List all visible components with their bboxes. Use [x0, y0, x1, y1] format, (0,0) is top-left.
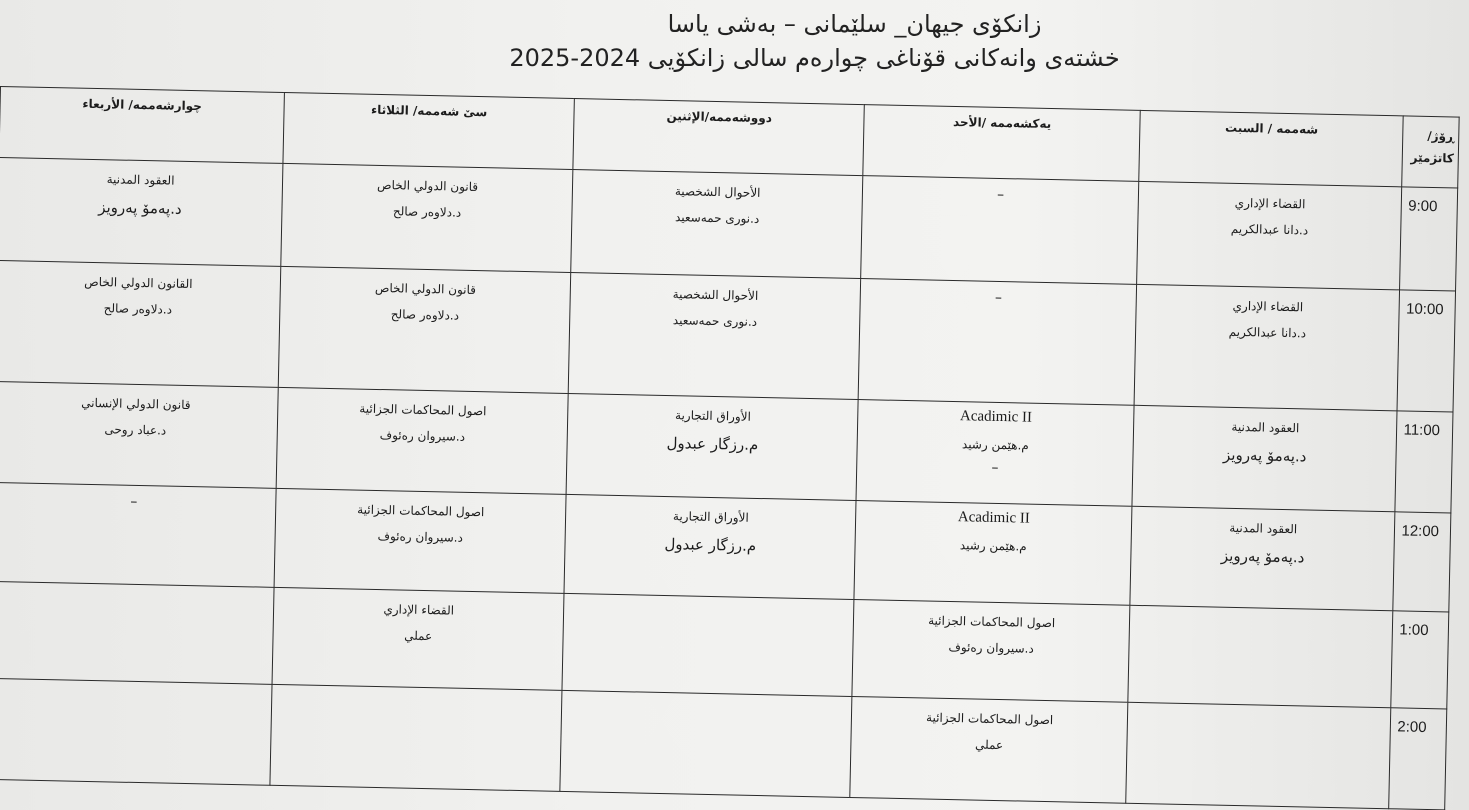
course-name: العقود المدنية [1231, 419, 1300, 436]
course-name: الأوراق التجارية [672, 509, 749, 525]
course-name: قانون الدولي الخاص [374, 280, 477, 298]
teacher-name: د.سیروان رەئوف [377, 529, 464, 545]
course-name: قانون الدولي الإنساني [81, 395, 191, 413]
course-name: القضاء الإداري [383, 602, 455, 618]
day-header-wednesday: چوارشەممە/ الأربعاء [0, 87, 284, 164]
time-column-header: ڕۆژ/ كاتژمێر [1402, 116, 1459, 188]
schedule-cell [1130, 506, 1395, 610]
teacher-name: د.دلاوەر صالح [103, 301, 173, 317]
schedule-cell [0, 581, 274, 684]
schedule-title: خشتەی وانەكانی قۆناغی چوارەم سالی زانكۆیی 2024-2025 [509, 44, 1120, 72]
schedule-cell [1137, 181, 1402, 289]
course-name: اصول المحاكمات الجزائية [928, 613, 1056, 631]
time-cell: 1:00 [1391, 611, 1449, 709]
university-department-title: زانكۆی جیهان_ سلێمانی – بەشی یاسا [667, 10, 1042, 38]
teacher-name: د.نوری حمەسعید [674, 210, 760, 226]
time-cell: 11:00 [1395, 411, 1453, 513]
empty-dash: – [994, 289, 1003, 307]
schedule-cell [858, 279, 1136, 406]
schedule-cell [854, 501, 1132, 606]
schedule-cell [856, 400, 1134, 507]
schedule-cell [1128, 605, 1393, 707]
teacher-name: د.دلاوەر صالح [392, 204, 462, 220]
time-cell: 12:00 [1393, 512, 1451, 612]
teacher-name: م.رزگار عبدول [666, 434, 759, 454]
time-cell: 2:00 [1389, 708, 1447, 810]
schedule-cell [274, 488, 566, 593]
course-name: اصول المحاكمات الجزائية [925, 710, 1054, 728]
schedule-cell [0, 678, 272, 785]
teacher-name: د.پەمۆ پەرویز [98, 198, 182, 218]
teacher-name: م.هێمن رشيد [961, 437, 1029, 453]
day-header-tuesday: سێ شەممە/ الثلاثاء [283, 92, 575, 169]
schedule-cell [270, 684, 562, 791]
teacher-name: عملي [404, 628, 433, 644]
course-name: الأحوال الشخصية [672, 287, 759, 303]
course-name: قانون الدولي الخاص [376, 177, 479, 195]
course-name: العقود المدنية [1229, 520, 1298, 537]
course-name: الأوراق التجارية [674, 408, 752, 424]
course-name: القانون الدولي الخاص [84, 274, 193, 292]
course-name: القضاء الإداري [1234, 195, 1306, 212]
schedule-cell [278, 266, 571, 393]
schedule-cell [564, 494, 856, 599]
schedule-cell [276, 387, 568, 494]
day-header-monday: دووشەممە/الإثنين [573, 99, 865, 176]
course-name: العقود المدنية [106, 172, 175, 188]
schedule-cell [0, 260, 281, 387]
teacher-name: د.دانا عبدالكريم [1230, 221, 1309, 238]
schedule-cell [0, 482, 276, 587]
course-name: Acadimic II [957, 509, 1031, 527]
empty-dash: – [130, 493, 138, 510]
schedule-cell [852, 600, 1130, 703]
timetable [0, 86, 1460, 810]
schedule-cell [1134, 284, 1400, 410]
course-name: اصول المحاكمات الجزائية [357, 502, 485, 520]
timetable-wrapper [0, 86, 1462, 756]
schedule-cell [861, 176, 1139, 285]
schedule-cell [566, 393, 858, 500]
schedule-cell [0, 381, 278, 488]
schedule-cell [0, 157, 283, 266]
schedule-cell [562, 593, 854, 696]
day-header-sunday: یەكشەممە /الأحد [863, 105, 1140, 182]
schedule-cell [560, 690, 852, 797]
empty-dash: – [996, 186, 1005, 204]
schedule-cell [1132, 405, 1397, 511]
teacher-name: م.هێمن رشيد [959, 538, 1027, 554]
teacher-name: م.رزگار عبدول [664, 535, 757, 555]
schedule-cell [281, 163, 573, 272]
teacher-name: د.پەمۆ پەرویز [1220, 546, 1305, 567]
schedule-cell [1126, 702, 1391, 808]
day-header-saturday: شەممە / السبت [1139, 110, 1404, 187]
teacher-name: د.دلاوەر صالح [390, 307, 460, 323]
course-name: اصول المحاكمات الجزائية [359, 401, 487, 419]
teacher-name: د.نوری حمەسعید [672, 313, 758, 329]
schedule-cell [272, 587, 564, 690]
teacher-name: د.عباد روحی [104, 422, 167, 438]
empty-dash: – [991, 459, 999, 476]
teacher-name: د.سیروان رەئوف [948, 639, 1034, 656]
teacher-name: د.دانا عبدالكريم [1228, 324, 1307, 341]
teacher-name: د.سیروان رەئوف [379, 428, 466, 444]
course-name: الأحوال الشخصية [674, 184, 761, 200]
teacher-name: د.پەمۆ پەرویز [1222, 445, 1307, 466]
time-cell: 10:00 [1397, 290, 1455, 412]
teacher-name: عملي [974, 737, 1004, 753]
course-name: Acadimic II [959, 408, 1033, 426]
schedule-cell [571, 170, 863, 279]
course-name: القضاء الإداري [1232, 298, 1304, 315]
schedule-cell [850, 696, 1128, 803]
schedule-cell [568, 272, 861, 399]
time-cell: 9:00 [1400, 187, 1458, 291]
